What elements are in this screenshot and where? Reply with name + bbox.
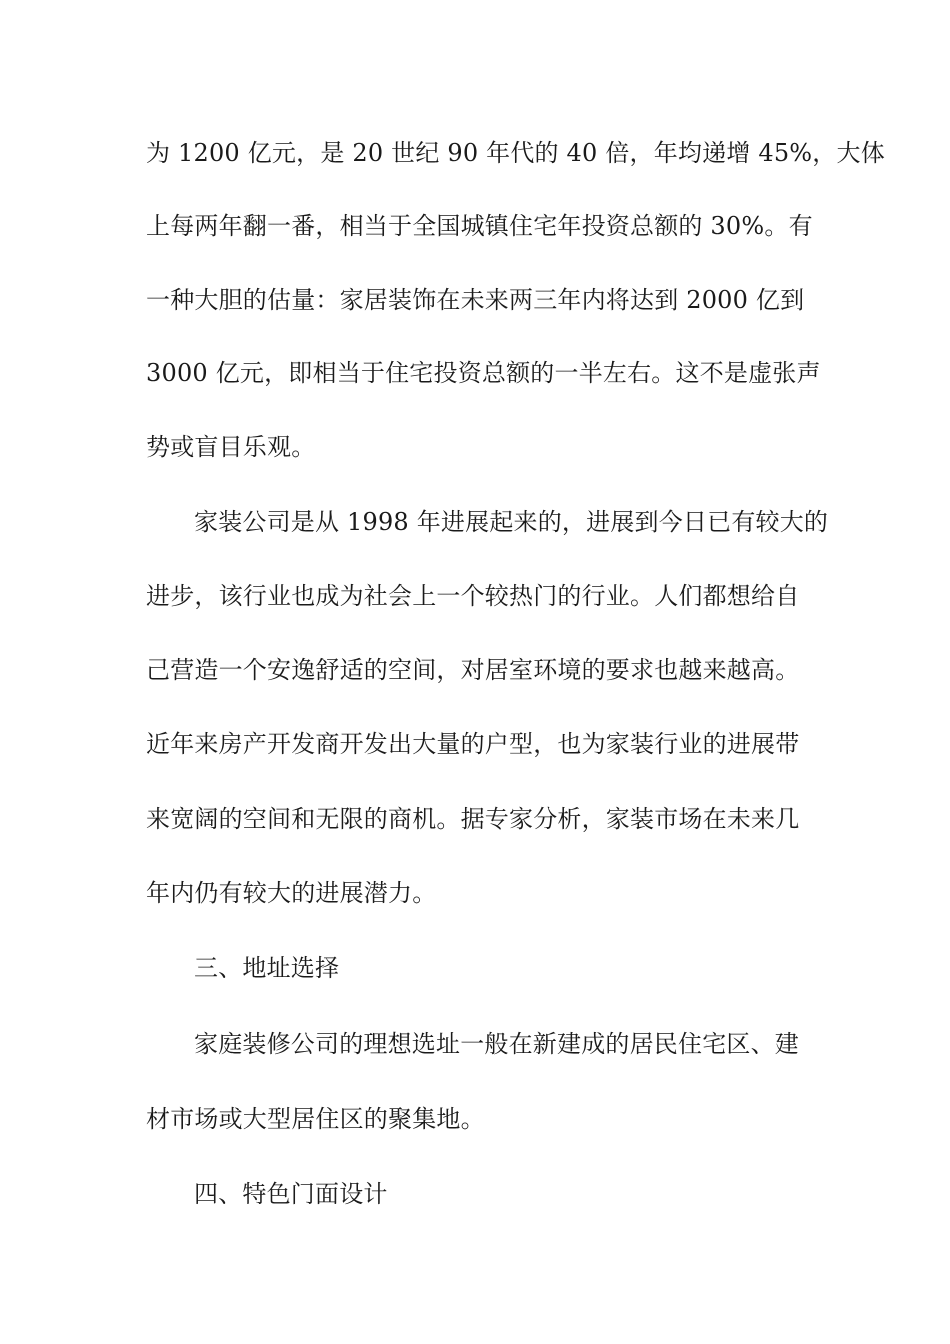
paragraph-line: 材市场或大型居住区的聚集地。 bbox=[146, 1105, 485, 1133]
paragraph-line: 势或盲目乐观。 bbox=[146, 433, 316, 461]
paragraph-line: 来宽阔的空间和无限的商机。据专家分析，家装市场在未来几 bbox=[146, 805, 800, 833]
paragraph-line: 一种大胆的估量：家居装饰在未来两三年内将达到 2000 亿到 bbox=[146, 286, 805, 314]
paragraph-line: 3000 亿元，即相当于住宅投资总额的一半左右。这不是虚张声 bbox=[146, 359, 821, 387]
paragraph-line: 己营造一个安逸舒适的空间，对居室环境的要求也越来越高。 bbox=[146, 656, 800, 684]
paragraph-line: 近年来房产开发商开发出大量的户型，也为家装行业的进展带 bbox=[146, 730, 800, 758]
paragraph-line: 年内仍有较大的进展潜力。 bbox=[146, 879, 437, 907]
section-heading-storefront-design: 四、特色门面设计 bbox=[194, 1180, 388, 1208]
paragraph-line: 为 1200 亿元，是 20 世纪 90 年代的 40 倍，年均递增 45%，大体 bbox=[146, 139, 885, 167]
paragraph-line: 上每两年翻一番，相当于全国城镇住宅年投资总额的 30%。有 bbox=[146, 212, 813, 240]
paragraph-line: 进步，该行业也成为社会上一个较热门的行业。人们都想给自 bbox=[146, 582, 800, 610]
section-heading-site-selection: 三、地址选择 bbox=[194, 954, 340, 982]
paragraph-line: 家庭装修公司的理想选址一般在新建成的居民住宅区、建 bbox=[194, 1030, 799, 1058]
paragraph-line: 家装公司是从 1998 年进展起来的，进展到今日已有较大的 bbox=[194, 508, 829, 536]
